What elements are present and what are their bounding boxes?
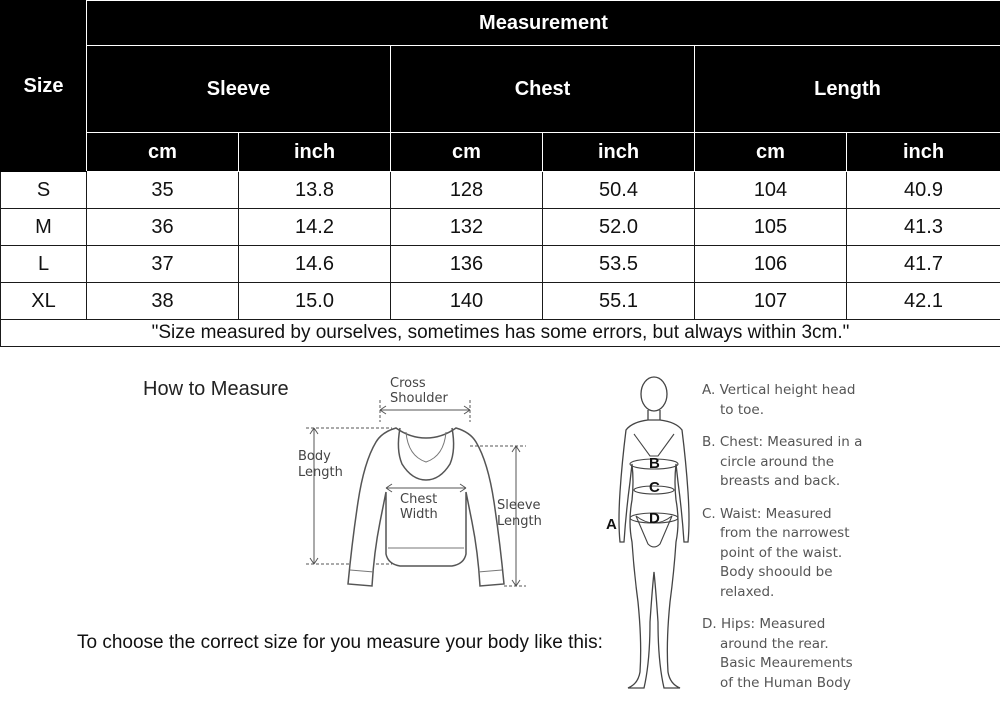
size-cell: S: [1, 172, 87, 209]
value-cell: 41.7: [847, 246, 1000, 283]
unit-header: cm: [391, 133, 543, 172]
size-column-header: Size: [1, 1, 87, 172]
human-body-figure: [598, 372, 698, 694]
value-cell: 136: [391, 246, 543, 283]
value-cell: 14.2: [239, 209, 391, 246]
value-cell: 140: [391, 283, 543, 320]
figure-letter-c: C: [649, 479, 660, 496]
sweater-diagram: [292, 372, 562, 594]
chest-width-label: Chest: [400, 492, 438, 507]
note-c: C. Waist: Measured from the narrowest point of the waist. Body shoould be relaxed.: [702, 505, 850, 600]
cross-shoulder-label: Cross: [390, 376, 426, 391]
value-cell: 42.1: [847, 283, 1000, 320]
chest-width-label: Width: [400, 507, 438, 522]
sleeve-header: Sleeve: [87, 46, 391, 133]
value-cell: 37: [87, 246, 239, 283]
cross-shoulder-label: Shoulder: [390, 391, 448, 406]
table-row: [1, 283, 1000, 320]
value-cell: 35: [87, 172, 239, 209]
value-cell: 107: [695, 283, 847, 320]
unit-header: cm: [87, 133, 239, 172]
length-header: Length: [695, 46, 1000, 133]
choose-size-text: To choose the correct size for you measure your body like this:: [77, 632, 603, 653]
unit-header: inch: [239, 133, 391, 172]
body-length-label: Length: [298, 465, 343, 480]
size-cell: XL: [1, 283, 87, 320]
note-d: D. Hips: Measured around the rear. Basic Meaurements of the Human Body: [702, 616, 853, 691]
value-cell: 50.4: [543, 172, 695, 209]
measurement-notes: [702, 381, 992, 706]
value-cell: 14.6: [239, 246, 391, 283]
value-cell: 38: [87, 283, 239, 320]
value-cell: 128: [391, 172, 543, 209]
value-cell: 41.3: [847, 209, 1000, 246]
measurement-header: Measurement: [87, 1, 1000, 46]
table-row: [1, 172, 1000, 209]
size-cell: L: [1, 246, 87, 283]
table-row: [1, 209, 1000, 246]
value-cell: 132: [391, 209, 543, 246]
value-cell: 55.1: [543, 283, 695, 320]
value-cell: 53.5: [543, 246, 695, 283]
figure-letter-d: D: [649, 510, 660, 527]
body-length-label: Body: [298, 449, 331, 464]
note-b: B. Chest: Measured in a circle around the breasts and back.: [702, 434, 863, 489]
how-to-measure-title: How to Measure: [143, 378, 289, 400]
value-cell: 15.0: [239, 283, 391, 320]
unit-header: inch: [847, 133, 1000, 172]
note-a: A. Vertical height head to toe.: [702, 382, 856, 418]
value-cell: 106: [695, 246, 847, 283]
size-cell: M: [1, 209, 87, 246]
value-cell: 52.0: [543, 209, 695, 246]
unit-header: cm: [695, 133, 847, 172]
measurement-note: "Size measured by ourselves, sometimes has some errors, but always within 3cm.": [1, 320, 1000, 347]
figure-letter-a: A: [606, 516, 617, 533]
unit-header: inch: [543, 133, 695, 172]
sleeve-length-label: Length: [497, 514, 542, 529]
value-cell: 36: [87, 209, 239, 246]
value-cell: 13.8: [239, 172, 391, 209]
value-cell: 40.9: [847, 172, 1000, 209]
chest-header: Chest: [391, 46, 695, 133]
value-cell: 104: [695, 172, 847, 209]
size-table: [0, 0, 1000, 347]
value-cell: 105: [695, 209, 847, 246]
sleeve-length-label: Sleeve: [497, 498, 541, 513]
table-row: [1, 246, 1000, 283]
figure-letter-b: B: [649, 455, 660, 472]
